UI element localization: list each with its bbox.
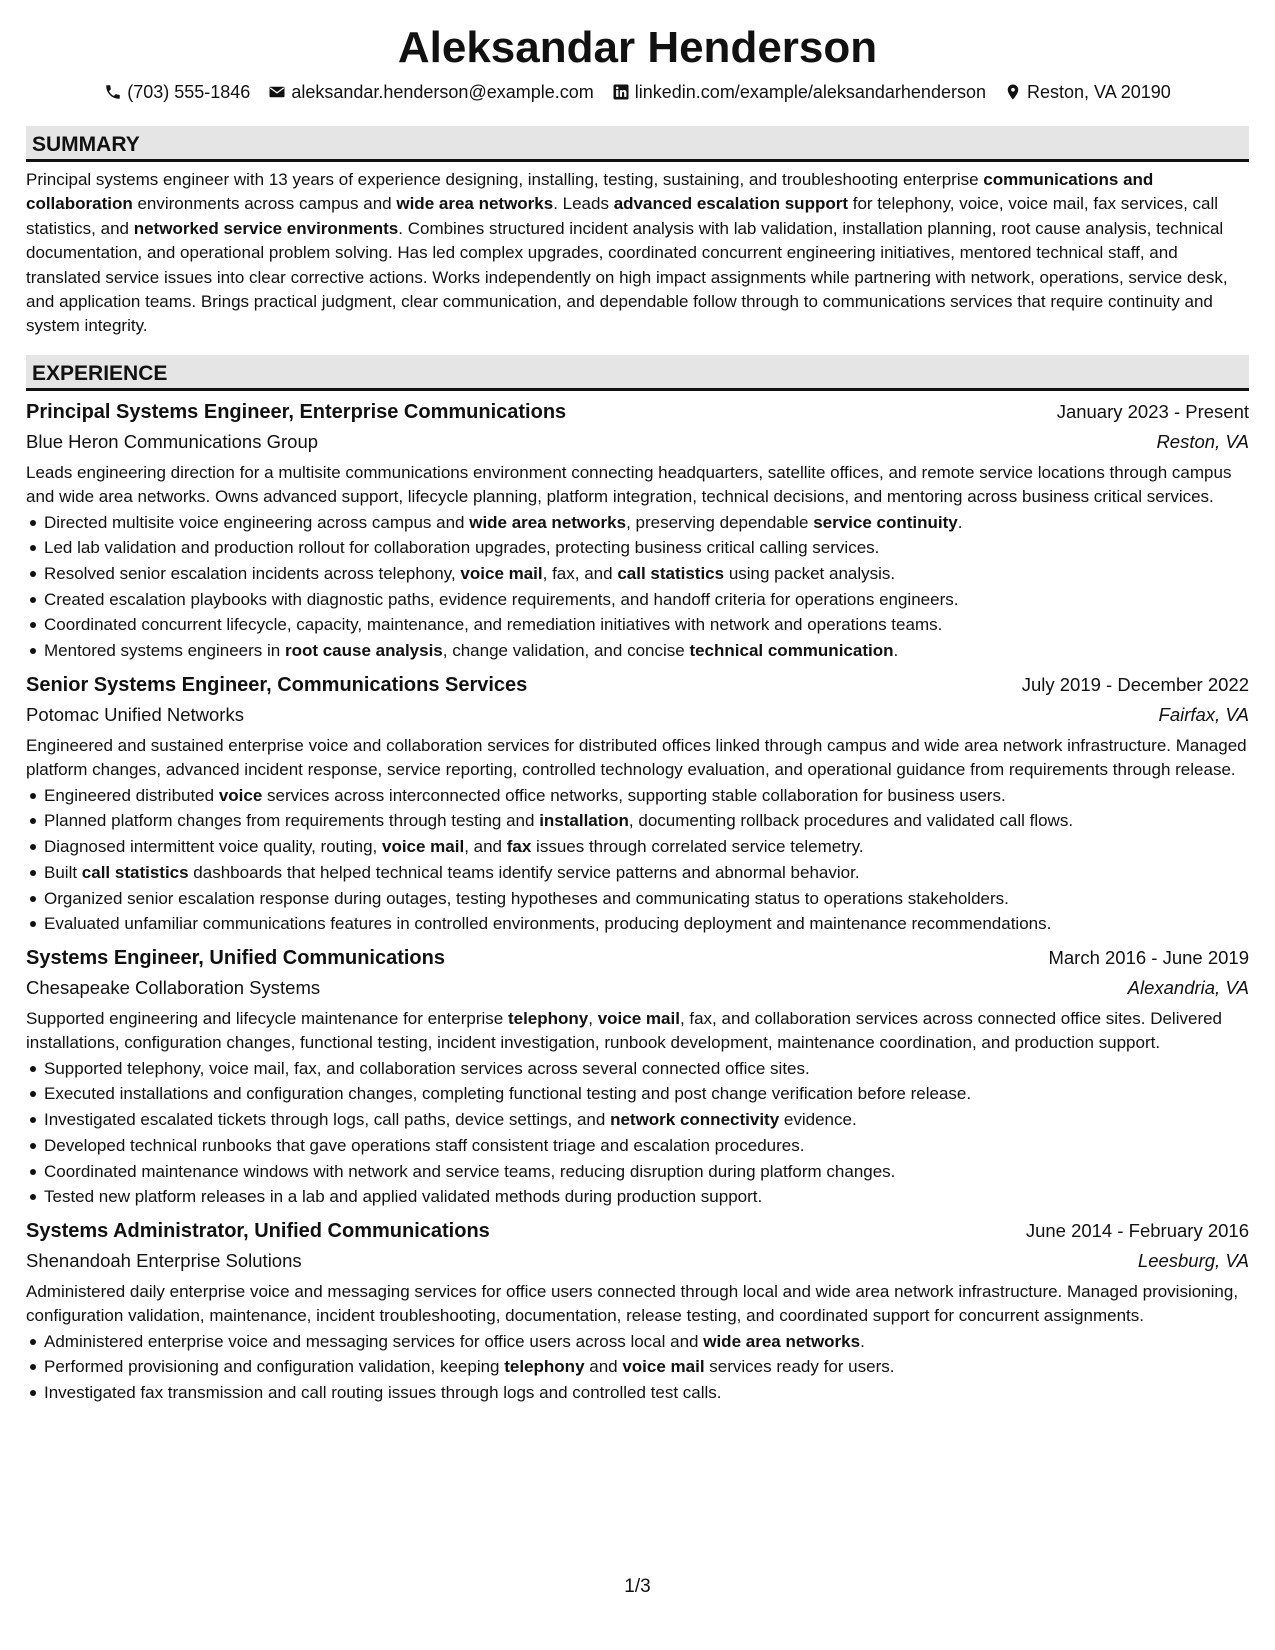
- emphasis-text: technical communication: [689, 641, 894, 661]
- job-company-row: [26, 700, 1249, 730]
- job-bullets: [26, 1056, 1249, 1210]
- text-run: Principal systems engineer with 13 years of experience designing, installing, testing, sustaining, and troubleshooting enterprise: [26, 170, 984, 189]
- job-dates: June 2014 - February 2016: [1025, 1219, 1249, 1241]
- emphasis-text: wide area networks: [396, 194, 554, 214]
- candidate-name: Aleksandar Henderson: [397, 23, 878, 72]
- text-run: for telephony, voice, voice mail, fax services, call statistics, and: [26, 194, 1219, 238]
- list-item: [44, 1329, 1249, 1355]
- job-company-row: [26, 427, 1249, 457]
- contact-location: [1004, 82, 1171, 103]
- emphasis-text: call statistics: [617, 564, 725, 584]
- list-item: [44, 1081, 1249, 1107]
- company-name: Chesapeake Collaboration Systems: [26, 976, 321, 998]
- linkedin-link[interactable]: linkedin.com/example/aleksandarhenderson: [634, 81, 986, 102]
- text-run: issues through correlated service telemetry.: [531, 837, 864, 857]
- text-run: , documenting rollback procedures and validated call flows.: [628, 811, 1074, 831]
- contact-email[interactable]: [268, 82, 593, 103]
- list-item: [44, 587, 1249, 613]
- job-location: Alexandria, VA: [1127, 976, 1249, 998]
- text-run: Engineered and sustained enterprise voice and collaboration services for distributed offices linked through campus and wide area network infrastructure. Managed platform changes, advanced incident response, service reporting, controlled technology evaluation, and operational guidance from requirements through release.: [26, 735, 1247, 780]
- email-link[interactable]: aleksandar.henderson@example.com: [291, 81, 594, 102]
- text-run: Investigated escalated tickets through logs, call paths, device settings, and: [44, 1110, 611, 1130]
- job-entry: [26, 943, 1249, 1210]
- text-run: Developed technical runbooks that gave operations staff consistent triage and escalation procedures.: [44, 1135, 805, 1155]
- job-entry: [26, 397, 1249, 664]
- emphasis-text: voice mail: [460, 564, 543, 584]
- text-run: environments across campus and: [132, 194, 397, 214]
- list-item: [44, 886, 1249, 912]
- list-item: [44, 1133, 1249, 1159]
- text-run: Engineered distributed: [44, 785, 219, 805]
- job-bullets: [26, 783, 1249, 937]
- contact-bar: [26, 78, 1249, 106]
- text-run: , fax, and: [542, 564, 618, 584]
- experience-list: [26, 397, 1249, 1406]
- list-item: [44, 1354, 1249, 1380]
- map-pin-icon: [1004, 83, 1022, 101]
- phone-text: (703) 555-1846: [127, 81, 251, 102]
- summary-paragraph: [26, 168, 1249, 339]
- page-number: 1/3: [624, 1576, 651, 1597]
- text-run: Supported engineering and lifecycle maintenance for enterprise: [26, 1008, 508, 1028]
- text-run: Coordinated concurrent lifecycle, capacity, maintenance, and remediation initiatives with network and operations teams.: [44, 615, 943, 635]
- text-run: Administered daily enterprise voice and messaging services for office users connected through local and wide area network infrastructure. Managed provisioning, configuration validation, maintenance, incident troubleshooting, documentation, release testing, and coordinated support for concurrent assignments.: [26, 1281, 1239, 1326]
- emphasis-text: networked service environments: [133, 218, 399, 238]
- emphasis-text: call statistics: [81, 862, 189, 882]
- linkedin-icon: [612, 83, 630, 101]
- text-run: , fax, and collaboration services across connected office sites. Delivered installations, configuration changes, functional testing, incident investigation, runbook development, maintenance coordination, and production support.: [26, 1008, 1223, 1053]
- job-description: [26, 1007, 1249, 1056]
- text-run: Performed provisioning and configuration validation, keeping: [44, 1357, 505, 1377]
- text-run: , change validation, and concise: [442, 641, 690, 661]
- company-name: Potomac Unified Networks: [26, 703, 244, 725]
- job-title-row: [26, 943, 1249, 973]
- text-run: Diagnosed intermittent voice quality, routing,: [44, 837, 382, 857]
- job-title: Systems Administrator, Unified Communications: [26, 1219, 490, 1242]
- text-run: Evaluated unfamiliar communications features in controlled environments, producing deployment and maintenance recommendations.: [44, 914, 1052, 934]
- job-title-row: [26, 1216, 1249, 1246]
- job-title: Systems Engineer, Unified Communications: [26, 946, 445, 969]
- list-item: [44, 911, 1249, 937]
- text-run: , preserving dependable: [626, 512, 814, 532]
- text-run: Mentored systems engineers in: [44, 641, 285, 661]
- company-name: Blue Heron Communications Group: [26, 430, 319, 452]
- job-company-row: [26, 973, 1249, 1003]
- text-run: Resolved senior escalation incidents across telephony,: [44, 564, 461, 584]
- list-item: [44, 561, 1249, 587]
- emphasis-text: voice mail: [622, 1357, 705, 1377]
- job-bullets: [26, 510, 1249, 664]
- text-run: Executed installations and configuration changes, completing functional testing and post change verification before release.: [44, 1084, 972, 1104]
- list-item: [44, 1159, 1249, 1185]
- summary-heading: SUMMARY: [26, 126, 1249, 162]
- job-title: Senior Systems Engineer, Communications Services: [26, 673, 528, 696]
- text-run: using packet analysis.: [724, 564, 896, 584]
- list-item: [44, 1184, 1249, 1210]
- emphasis-text: voice: [218, 785, 263, 805]
- text-run: Directed multisite voice engineering across campus and: [44, 512, 470, 532]
- text-run: Leads engineering direction for a multisite communications environment connecting headquarters, satellite offices, and remote service locations through campus and wide area networks. Owns advanced support, lifecycle planning, platform integration, technical decisions, and mentoring across business critical services.: [26, 462, 1232, 507]
- location-text: Reston, VA 20190: [1026, 81, 1171, 102]
- list-item: [44, 638, 1249, 664]
- job-title-row: [26, 397, 1249, 427]
- text-run: Investigated fax transmission and call routing issues through logs and controlled test calls.: [44, 1383, 722, 1403]
- job-company-row: [26, 1246, 1249, 1276]
- list-item: [44, 535, 1249, 561]
- job-bullets: [26, 1329, 1249, 1406]
- text-run: Led lab validation and production rollout for collaboration upgrades, protecting business critical calling services.: [44, 538, 880, 558]
- job-dates: July 2019 - December 2022: [1021, 673, 1249, 695]
- list-item: [44, 783, 1249, 809]
- text-run: .: [860, 1331, 865, 1351]
- contact-phone: [104, 82, 250, 103]
- job-location: Reston, VA: [1156, 430, 1249, 452]
- text-run: Administered enterprise voice and messaging services for office users across local and: [44, 1331, 704, 1351]
- job-location: Leesburg, VA: [1137, 1249, 1249, 1271]
- list-item: [44, 1056, 1249, 1082]
- phone-icon: [104, 83, 122, 101]
- job-location: Fairfax, VA: [1158, 703, 1249, 725]
- text-run: services across interconnected office networks, supporting stable collaboration for business users.: [262, 785, 1006, 805]
- text-run: . Combines structured incident analysis with lab validation, installation planning, root cause analysis, technical documentation, and operational problem solving. Has led complex upgrades, coordinated concurrent engineering initiatives, mentored technical staff, and translated service issues into clear corrective actions. Works independently on high impact assignments while partnering with network, operations, service desk, and application teams. Brings practical judgment, clear communication, and dependable follow through to communications services that require continuity and system integrity.: [26, 218, 1228, 336]
- list-item: [44, 612, 1249, 638]
- company-name: Shenandoah Enterprise Solutions: [26, 1249, 302, 1271]
- emphasis-text: communications and collaboration: [26, 170, 1154, 214]
- emphasis-text: service continuity: [813, 512, 958, 532]
- text-run: .: [957, 512, 963, 532]
- job-description: [26, 461, 1249, 510]
- job-title-row: [26, 670, 1249, 700]
- text-run: Planned platform changes from requirements through testing and: [44, 811, 540, 831]
- emphasis-text: telephony: [504, 1357, 585, 1377]
- job-entry: [26, 1216, 1249, 1406]
- emphasis-text: root cause analysis: [284, 641, 443, 661]
- text-run: Coordinated maintenance windows with network and service teams, reducing disruption during platform changes.: [44, 1161, 896, 1181]
- text-run: Tested new platform releases in a lab and applied validated methods during production support.: [44, 1187, 763, 1207]
- text-run: Supported telephony, voice mail, fax, and collaboration services across several connected office sites.: [44, 1058, 810, 1078]
- text-run: . Leads: [553, 194, 614, 214]
- contact-linkedin[interactable]: [612, 82, 986, 103]
- text-run: ,: [588, 1008, 598, 1028]
- emphasis-text: network connectivity: [610, 1110, 780, 1130]
- text-run: services ready for users.: [704, 1357, 895, 1377]
- emphasis-text: wide area networks: [469, 512, 627, 532]
- text-run: Created escalation playbooks with diagnostic paths, evidence requirements, and handoff criteria for operations engineers.: [44, 589, 959, 609]
- emphasis-text: advanced escalation support: [613, 194, 848, 214]
- list-item: [44, 1107, 1249, 1133]
- text-run: .: [893, 641, 899, 661]
- emphasis-text: voice mail: [381, 837, 465, 857]
- text-run: dashboards that helped technical teams identify service patterns and abnormal behavior.: [188, 862, 860, 882]
- text-run: and: [584, 1357, 623, 1377]
- job-dates: March 2016 - June 2019: [1048, 946, 1249, 968]
- emphasis-text: wide area networks: [703, 1331, 861, 1351]
- job-entry: [26, 670, 1249, 937]
- envelope-icon: [268, 83, 286, 101]
- job-description: [26, 1280, 1249, 1329]
- emphasis-text: voice mail: [597, 1008, 680, 1028]
- job-dates: January 2023 - Present: [1056, 400, 1249, 422]
- emphasis-text: installation: [539, 811, 629, 831]
- emphasis-text: telephony: [507, 1008, 589, 1028]
- text-run: Built: [44, 862, 82, 882]
- list-item: [44, 510, 1249, 536]
- job-title: Principal Systems Engineer, Enterprise Communications: [26, 400, 567, 423]
- text-run: evidence.: [779, 1110, 857, 1130]
- list-item: [44, 808, 1249, 834]
- resume-page: [26, 0, 1249, 1406]
- list-item: [44, 1380, 1249, 1406]
- text-run: Organized senior escalation response during outages, testing hypotheses and communicating status to operations stakeholders.: [44, 888, 1009, 908]
- job-description: [26, 734, 1249, 783]
- experience-heading: EXPERIENCE: [26, 355, 1249, 391]
- emphasis-text: fax: [506, 837, 532, 857]
- list-item: [44, 834, 1249, 860]
- text-run: , and: [464, 837, 507, 857]
- list-item: [44, 860, 1249, 886]
